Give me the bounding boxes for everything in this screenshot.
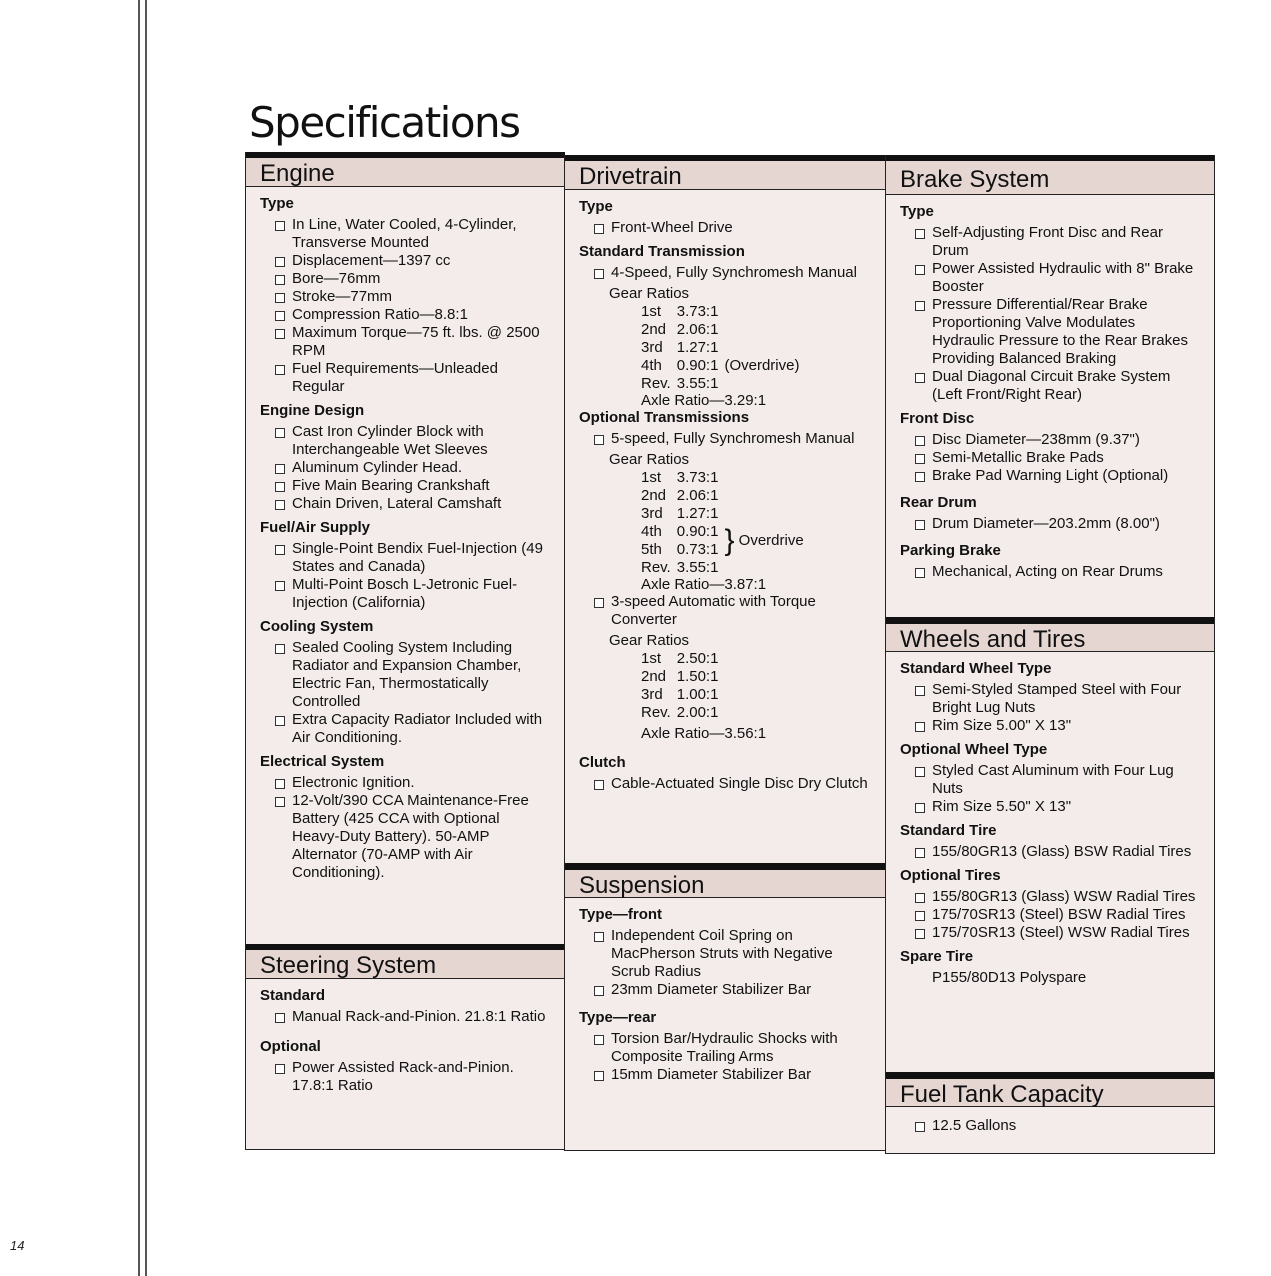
suspension-front-list (579, 927, 872, 999)
gear-value: 3.55:1 (676, 559, 719, 576)
gear-row (641, 357, 805, 375)
spec-item: Pressure Differential/Rear Brake Proportioning Valve Modulates Hydraulic Pressure to the Rear Brakes Providing Balanced Braking (915, 296, 1200, 368)
gear-name: 3rd (641, 505, 663, 522)
gear-name: 2nd (641, 487, 667, 504)
spec-item: Single-Point Bendix Fuel-Injection (49 States and Canada) (275, 540, 551, 576)
std-transmission-label: Standard Transmission (579, 243, 745, 260)
drivetrain-heading: Drivetrain (565, 155, 886, 190)
parking-brake-label: Parking Brake (900, 542, 1001, 559)
spec-item: 12-Volt/390 CCA Maintenance-Free Battery (425 CCA with Optional Heavy-Duty Battery). 50-AMP Alternator (70-AMP with Air Conditioning). (275, 792, 551, 882)
page-title: Specifications (249, 98, 520, 147)
gear-name: 1st (641, 469, 662, 486)
gear-row (641, 339, 805, 357)
gear-value: 1.27:1 (676, 339, 719, 356)
spec-item: Five Main Bearing Crankshaft (275, 477, 551, 495)
std-gear-ratios-label: Gear Ratios (609, 285, 690, 302)
opt-transmission-list (579, 430, 872, 448)
gear-value: 3.73:1 (676, 303, 719, 320)
spec-item: Chain Driven, Lateral Camshaft (275, 495, 551, 513)
gear-note: (Overdrive) (724, 357, 800, 374)
opt-gear-ratio-table (641, 469, 810, 577)
gear-value: 0.90:1 (676, 523, 719, 540)
spec-item: Brake Pad Warning Light (Optional) (915, 467, 1200, 485)
spec-item: 5-speed, Fully Synchromesh Manual (594, 430, 872, 448)
wheels-box (886, 617, 1214, 1072)
spec-item: Displacement—1397 cc (275, 252, 551, 270)
electrical-list (260, 774, 551, 882)
spec-item: Cast Iron Cylinder Block with Interchangeable Wet Sleeves (275, 423, 551, 459)
spec-item: Drum Diameter—203.2mm (8.00") (915, 515, 1200, 533)
fuel-tank-list (900, 1117, 1200, 1135)
std-tire-list (900, 843, 1200, 861)
std-axle-ratio: Axle Ratio—3.29:1 (641, 392, 767, 409)
brake-type-label: Type (900, 203, 934, 220)
gear-name: 2nd (641, 321, 667, 338)
gear-name: 4th (641, 523, 662, 540)
spec-item: In Line, Water Cooled, 4-Cylinder, Transverse Mounted (275, 216, 551, 252)
gear-name: Rev. (641, 559, 671, 576)
margin-rule-left (138, 0, 140, 1276)
front-disc-list (900, 431, 1200, 485)
spec-item: Cable-Actuated Single Disc Dry Clutch (594, 775, 872, 793)
steering-standard-list (260, 1008, 551, 1026)
spec-item: Styled Cast Aluminum with Four Lug Nuts (915, 762, 1200, 798)
suspension-box (565, 863, 886, 1084)
opt-axle-ratio: Axle Ratio—3.87:1 (641, 576, 767, 593)
spec-item: 23mm Diameter Stabilizer Bar (594, 981, 872, 999)
suspension-front-label: Type—front (579, 906, 663, 923)
spec-item: Self-Adjusting Front Disc and Rear Drum (915, 224, 1200, 260)
spare-tire-label: Spare Tire (900, 948, 974, 965)
overdrive-bracket (724, 523, 809, 559)
gear-name: 5th (641, 541, 662, 558)
gear-name: 3rd (641, 686, 663, 703)
gear-name: 1st (641, 303, 662, 320)
gear-value: 1.00:1 (676, 686, 719, 703)
steering-optional-label: Optional (260, 1038, 321, 1055)
spec-item: Electronic Ignition. (275, 774, 551, 792)
gear-value: 3.55:1 (676, 375, 719, 392)
auto-transmission-list (579, 593, 872, 629)
spec-item: Fuel Requirements—Unleaded Regular (275, 360, 551, 396)
spec-item: Semi-Styled Stamped Steel with Four Bright Lug Nuts (915, 681, 1200, 717)
cooling-list (260, 639, 551, 747)
spec-item: Multi-Point Bosch L-Jetronic Fuel-Injection (California) (275, 576, 551, 612)
steering-heading: Steering System (246, 944, 565, 979)
page-number: 14 (10, 1238, 25, 1253)
spec-item: Maximum Torque—75 ft. lbs. @ 2500 RPM (275, 324, 551, 360)
brake-heading: Brake System (886, 155, 1214, 195)
gear-value: 0.73:1 (676, 541, 719, 558)
std-wheel-list (900, 681, 1200, 735)
opt-gear-ratios-label: Gear Ratios (609, 451, 690, 468)
opt-tires-label: Optional Tires (900, 867, 1001, 884)
spec-item: Independent Coil Spring on MacPherson Struts with Negative Scrub Radius (594, 927, 872, 981)
gear-name: 3rd (641, 339, 663, 356)
spec-item: Semi-Metallic Brake Pads (915, 449, 1200, 467)
spec-item: Compression Ratio—8.8:1 (275, 306, 551, 324)
spec-item: 12.5 Gallons (915, 1117, 1200, 1135)
spec-item: Bore—76mm (275, 270, 551, 288)
spec-item: Manual Rack-and-Pinion. 21.8:1 Ratio (275, 1008, 551, 1026)
electrical-label: Electrical System (260, 753, 385, 770)
engine-design-list (260, 423, 551, 513)
engine-type-label: Type (260, 195, 294, 212)
gear-row (641, 559, 810, 577)
drivetrain-type-label: Type (579, 198, 613, 215)
column-left (245, 152, 565, 1150)
spec-item: Dual Diagonal Circuit Brake System (Left Front/Right Rear) (915, 368, 1200, 404)
gear-row (641, 469, 810, 487)
gear-row (641, 321, 805, 339)
spec-item: Extra Capacity Radiator Included with Air Conditioning. (275, 711, 551, 747)
engine-type-list (260, 216, 551, 396)
auto-gear-ratios-label: Gear Ratios (609, 632, 690, 649)
fuel-air-list (260, 540, 551, 612)
gear-row (641, 505, 810, 523)
spare-tire-value: P155/80D13 Polyspare (932, 969, 1087, 986)
std-gear-ratio-table (641, 303, 805, 393)
gear-value: 2.06:1 (676, 321, 719, 338)
spec-item: 15mm Diameter Stabilizer Bar (594, 1066, 872, 1084)
engine-heading: Engine (246, 152, 565, 187)
gear-row (641, 686, 724, 704)
brace-glyph: } (724, 524, 735, 558)
suspension-heading: Suspension (565, 863, 886, 898)
spec-item: 3-speed Automatic with Torque Converter (594, 593, 872, 629)
gear-row (641, 375, 805, 393)
spec-item: Sealed Cooling System Including Radiator and Expansion Chamber, Electric Fan, Thermostatically Controlled (275, 639, 551, 711)
suspension-rear-label: Type—rear (579, 1009, 657, 1026)
cooling-label: Cooling System (260, 618, 374, 635)
gear-name: 2nd (641, 668, 667, 685)
gear-value: 1.50:1 (676, 668, 719, 685)
gear-row (641, 303, 805, 321)
gear-value: 1.27:1 (676, 505, 719, 522)
gear-value: 2.06:1 (676, 487, 719, 504)
steering-optional-list (260, 1059, 551, 1095)
brake-box (886, 155, 1214, 617)
opt-wheel-list (900, 762, 1200, 816)
fuel-air-label: Fuel/Air Supply (260, 519, 371, 536)
gear-value: 2.00:1 (676, 704, 719, 721)
spec-item: Torsion Bar/Hydraulic Shocks with Composite Trailing Arms (594, 1030, 872, 1066)
spec-item: 4-Speed, Fully Synchromesh Manual (594, 264, 872, 282)
engine-design-label: Engine Design (260, 402, 365, 419)
column-right (885, 155, 1215, 1154)
spec-item: Front-Wheel Drive (594, 219, 872, 237)
gear-name: 4th (641, 357, 662, 374)
clutch-list (579, 775, 872, 793)
gear-name: 1st (641, 650, 662, 667)
spec-item: Aluminum Cylinder Head. (275, 459, 551, 477)
opt-tires-list (900, 888, 1200, 942)
drivetrain-box (565, 155, 886, 863)
std-wheel-label: Standard Wheel Type (900, 660, 1052, 677)
margin-rule-right (145, 0, 147, 1276)
rear-drum-label: Rear Drum (900, 494, 977, 511)
fuel-tank-box (886, 1072, 1214, 1135)
gear-row (641, 650, 724, 668)
gear-row (641, 668, 724, 686)
spec-item: Power Assisted Rack-and-Pinion. 17.8:1 Ratio (275, 1059, 551, 1095)
parking-brake-list (900, 563, 1200, 581)
gear-row (641, 487, 810, 505)
opt-transmissions-label: Optional Transmissions (579, 409, 750, 426)
auto-axle-ratio: Axle Ratio—3.56:1 (641, 725, 767, 742)
gear-value: 0.90:1 (676, 357, 719, 374)
suspension-rear-list (579, 1030, 872, 1084)
brake-type-list (900, 224, 1200, 404)
spec-item: 155/80GR13 (Glass) WSW Radial Tires (915, 888, 1200, 906)
opt-wheel-label: Optional Wheel Type (900, 741, 1048, 758)
engine-box (246, 152, 565, 944)
gear-row (641, 704, 724, 722)
spec-item: 175/70SR13 (Steel) BSW Radial Tires (915, 906, 1200, 924)
front-disc-label: Front Disc (900, 410, 975, 427)
steering-box (246, 944, 565, 1095)
gear-row (641, 523, 810, 541)
steering-standard-label: Standard (260, 987, 326, 1004)
column-middle (564, 155, 886, 1151)
std-transmission-list (579, 264, 872, 282)
wheels-heading: Wheels and Tires (886, 617, 1214, 652)
spec-item: 155/80GR13 (Glass) BSW Radial Tires (915, 843, 1200, 861)
fuel-tank-heading: Fuel Tank Capacity (886, 1072, 1214, 1107)
gear-name: Rev. (641, 375, 671, 392)
spec-item: Disc Diameter—238mm (9.37") (915, 431, 1200, 449)
gear-value: 2.50:1 (676, 650, 719, 667)
drivetrain-type-list (579, 219, 872, 237)
gear-value: 3.73:1 (676, 469, 719, 486)
gear-name: Rev. (641, 704, 671, 721)
rear-drum-list (900, 515, 1200, 533)
spec-item: Stroke—77mm (275, 288, 551, 306)
spec-item: Power Assisted Hydraulic with 8" Brake Booster (915, 260, 1200, 296)
spec-item: Rim Size 5.00" X 13" (915, 717, 1200, 735)
spec-item: Rim Size 5.50" X 13" (915, 798, 1200, 816)
std-tire-label: Standard Tire (900, 822, 997, 839)
overdrive-note: Overdrive (738, 531, 804, 549)
clutch-label: Clutch (579, 754, 626, 771)
spec-item: Mechanical, Acting on Rear Drums (915, 563, 1200, 581)
spec-item: 175/70SR13 (Steel) WSW Radial Tires (915, 924, 1200, 942)
auto-gear-ratio-table (641, 650, 724, 722)
